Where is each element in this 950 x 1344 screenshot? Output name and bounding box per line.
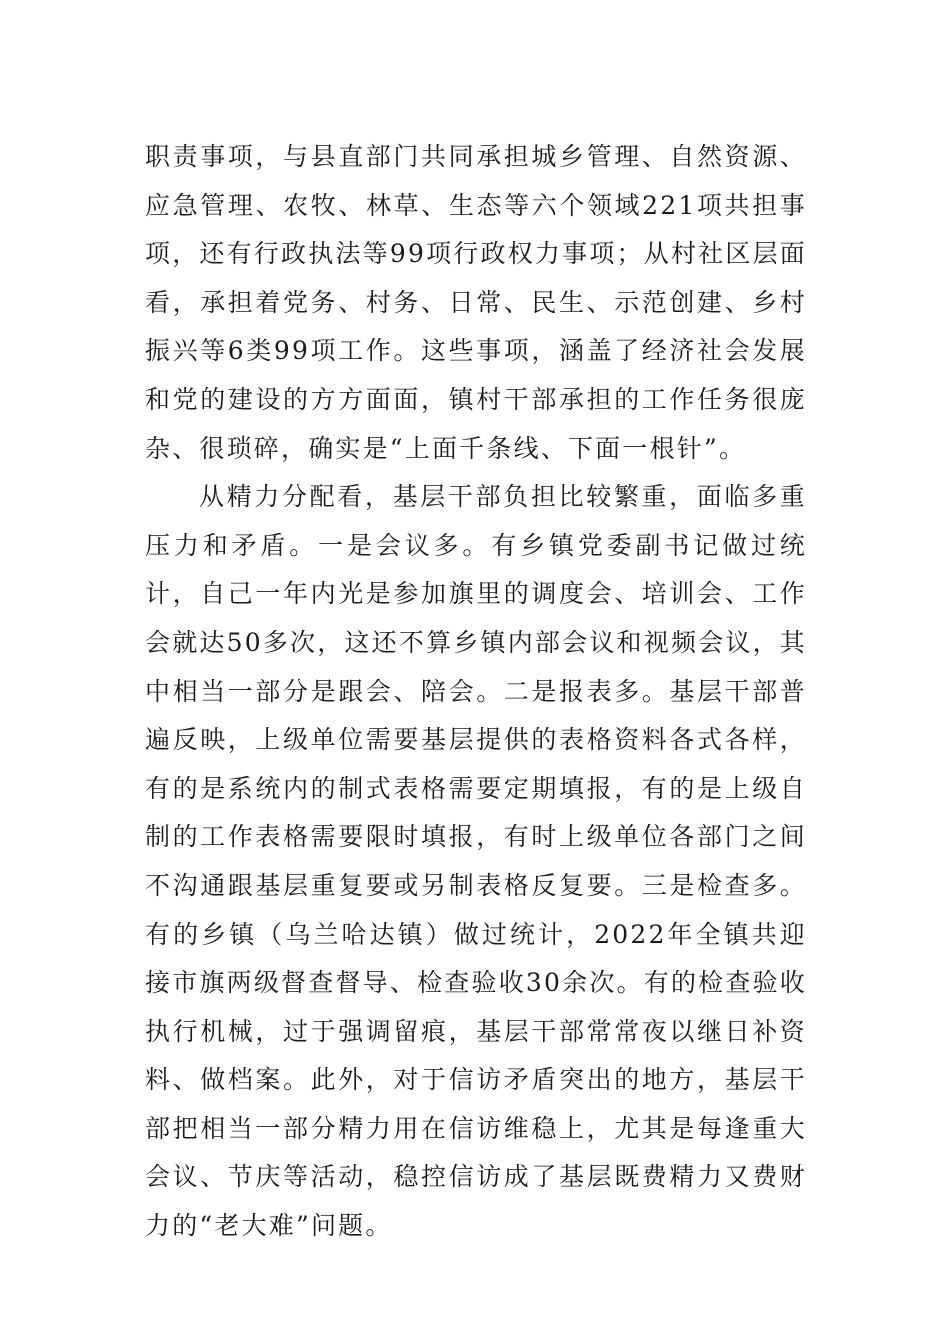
- paragraph-energy-allocation: 从精力分配看，基层干部负担比较繁重，面临多重压力和矛盾。一是会议多。有乡镇党委副书记做过统计，自己一年内光是参加旗里的调度会、培训会、工作会就达50多次，这还不算乡镇内部会议和视频会议，其中相当一部分是跟会、陪会。二是报表多。基层干部普遍反映，上级单位需要基层提供的表格资料各式各样，有的是系统内的制式表格需要定期填报，有的是上级自制的工作表格需要限时填报，有时上级单位各部门之间不沟通跟基层重复要或另制表格反复要。三是检查多。有的乡镇（乌兰哈达镇）做过统计，2022年全镇共迎接市旗两级督查督导、检查验收30余次。有的检查验收执行机械，过于强调留痕，基层干部常常夜以继日补资料、做档案。此外，对于信访矛盾突出的地方，基层干部把相当一部分精力用在信访维稳上，尤其是每逢重大会议、节庆等活动，稳控信访成了基层既费精力又费财力的“老大难”问题。: [145, 482, 807, 1241]
- paragraph-continued: 职责事项，与县直部门共同承担城乡管理、自然资源、应急管理、农牧、林草、生态等六个领域221项共担事项，还有行政执法等99项行政权力事项；从村社区层面看，承担着党务、村务、日常、民生、示范创建、乡村振兴等6类99项工作。这些事项，涵盖了经济社会发展和党的建设的方方面面，镇村干部承担的工作任务很庞杂、很琐碎，确实是“上面千条线、下面一根针”。: [145, 142, 807, 463]
- document-body: [145, 133, 807, 1251]
